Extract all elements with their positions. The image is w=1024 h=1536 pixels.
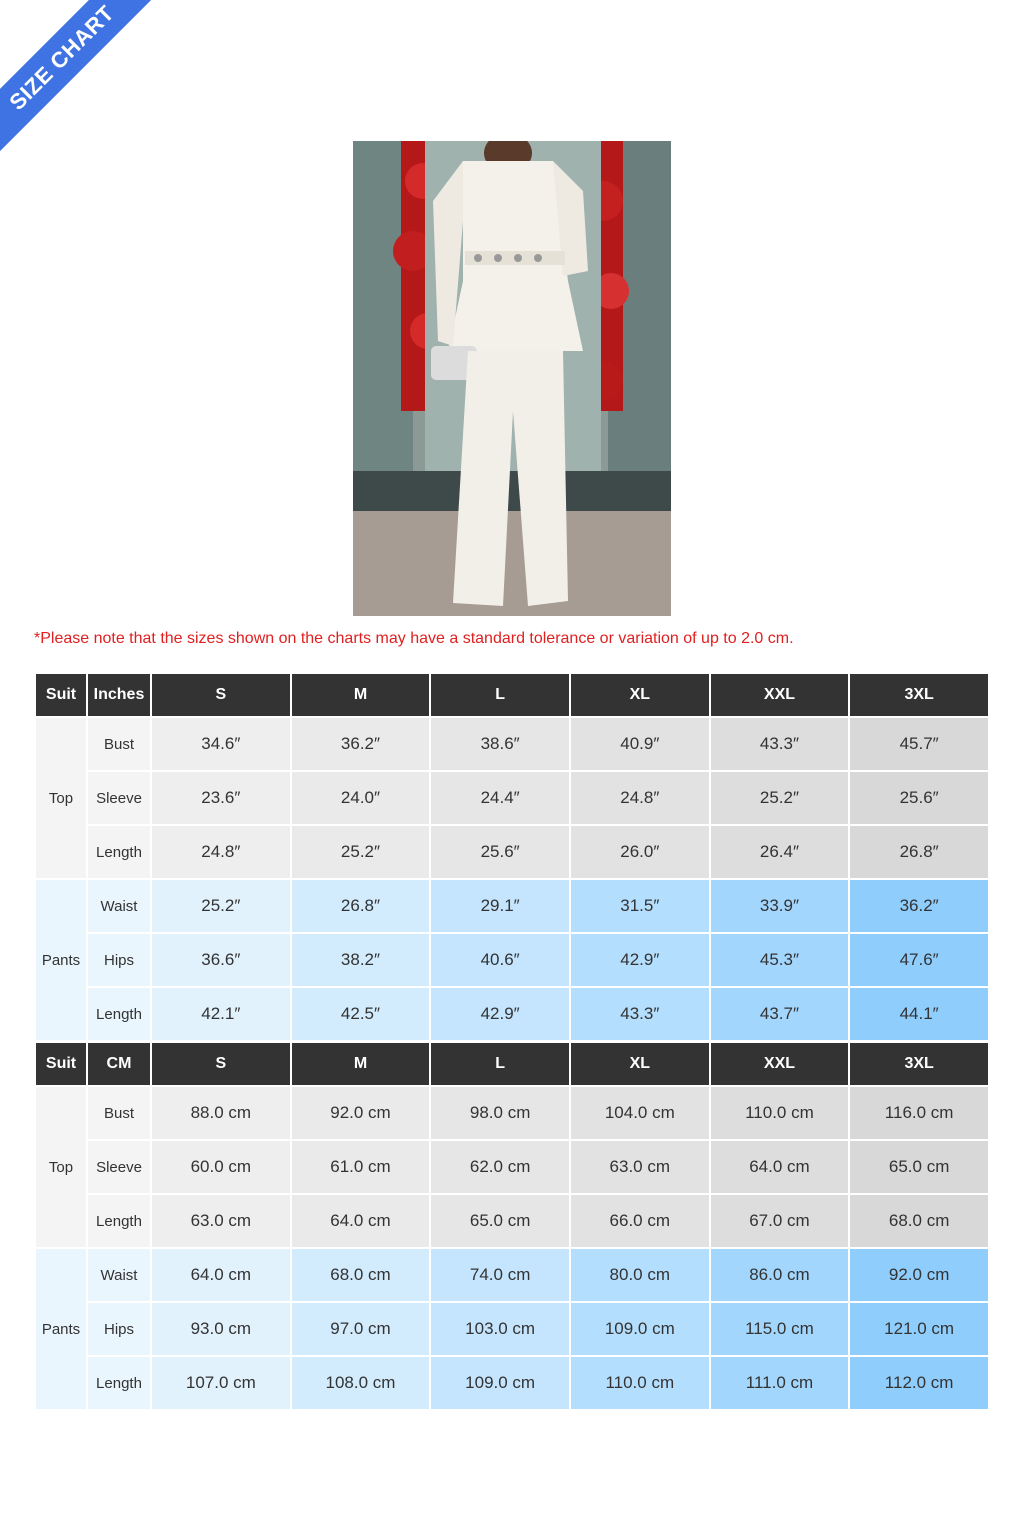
size-value-cell: 43.3″ [571, 988, 709, 1042]
size-value-cell: 36.2″ [292, 718, 430, 772]
section-label: Top [36, 718, 86, 880]
size-value-cell: 26.8″ [292, 880, 430, 934]
size-value-cell: 43.7″ [711, 988, 849, 1042]
size-value-cell: 66.0 cm [571, 1195, 709, 1249]
header-cell: 3XL [850, 1043, 988, 1087]
size-value-cell: 42.9″ [431, 988, 569, 1042]
measurement-label: Length [88, 826, 150, 880]
size-value-cell: 24.8″ [571, 772, 709, 826]
size-value-cell: 25.2″ [711, 772, 849, 826]
section-label: Pants [36, 880, 86, 1042]
size-value-cell: 121.0 cm [850, 1303, 988, 1357]
size-value-cell: 42.1″ [152, 988, 290, 1042]
size-value-cell: 25.2″ [292, 826, 430, 880]
size-value-cell: 68.0 cm [850, 1195, 988, 1249]
size-value-cell: 111.0 cm [711, 1357, 849, 1411]
size-value-cell: 26.4″ [711, 826, 849, 880]
measurement-label: Length [88, 1195, 150, 1249]
size-value-cell: 92.0 cm [292, 1087, 430, 1141]
table-header-row [36, 1043, 988, 1087]
table-row [36, 1195, 988, 1249]
size-value-cell: 86.0 cm [711, 1249, 849, 1303]
size-value-cell: 60.0 cm [152, 1141, 290, 1195]
size-chart-badge-label: SIZE CHART [0, 0, 155, 151]
size-value-cell: 47.6″ [850, 934, 988, 988]
measurement-label: Length [88, 1357, 150, 1411]
size-chart-badge [0, 0, 160, 160]
size-value-cell: 103.0 cm [431, 1303, 569, 1357]
size-table-inches [34, 674, 990, 1042]
size-value-cell: 23.6″ [152, 772, 290, 826]
measurement-label: Waist [88, 880, 150, 934]
size-value-cell: 38.6″ [431, 718, 569, 772]
size-value-cell: 63.0 cm [571, 1141, 709, 1195]
size-value-cell: 108.0 cm [292, 1357, 430, 1411]
header-cell: M [292, 1043, 430, 1087]
size-value-cell: 62.0 cm [431, 1141, 569, 1195]
table-row [36, 880, 988, 934]
size-value-cell: 33.9″ [711, 880, 849, 934]
size-value-cell: 61.0 cm [292, 1141, 430, 1195]
size-value-cell: 36.6″ [152, 934, 290, 988]
table-row [36, 772, 988, 826]
size-value-cell: 65.0 cm [850, 1141, 988, 1195]
size-value-cell: 44.1″ [850, 988, 988, 1042]
header-cell: Suit [36, 674, 86, 718]
size-value-cell: 34.6″ [152, 718, 290, 772]
table-row [36, 934, 988, 988]
size-value-cell: 45.3″ [711, 934, 849, 988]
size-value-cell: 109.0 cm [431, 1357, 569, 1411]
size-value-cell: 36.2″ [850, 880, 988, 934]
size-value-cell: 24.8″ [152, 826, 290, 880]
size-value-cell: 116.0 cm [850, 1087, 988, 1141]
measurement-label: Sleeve [88, 1141, 150, 1195]
measurement-label: Bust [88, 718, 150, 772]
size-value-cell: 68.0 cm [292, 1249, 430, 1303]
table-header-row [36, 674, 988, 718]
measurement-label: Sleeve [88, 772, 150, 826]
header-cell: Suit [36, 1043, 86, 1087]
size-value-cell: 24.0″ [292, 772, 430, 826]
section-label: Top [36, 1087, 86, 1249]
section-label: Pants [36, 1249, 86, 1411]
header-cell: XL [571, 1043, 709, 1087]
tolerance-note: *Please note that the sizes shown on the charts may have a standard tolerance or variation of up to 2.0 cm. [34, 630, 794, 647]
size-table-cm [34, 1043, 990, 1411]
header-cell: L [431, 674, 569, 718]
header-cell: L [431, 1043, 569, 1087]
table-row [36, 826, 988, 880]
size-value-cell: 25.2″ [152, 880, 290, 934]
size-value-cell: 25.6″ [850, 772, 988, 826]
size-value-cell: 115.0 cm [711, 1303, 849, 1357]
measurement-label: Hips [88, 934, 150, 988]
size-value-cell: 92.0 cm [850, 1249, 988, 1303]
product-photo [353, 141, 671, 616]
header-cell: S [152, 674, 290, 718]
size-value-cell: 80.0 cm [571, 1249, 709, 1303]
size-value-cell: 25.6″ [431, 826, 569, 880]
size-value-cell: 74.0 cm [431, 1249, 569, 1303]
size-value-cell: 67.0 cm [711, 1195, 849, 1249]
measurement-label: Hips [88, 1303, 150, 1357]
size-value-cell: 109.0 cm [571, 1303, 709, 1357]
measurement-label: Length [88, 988, 150, 1042]
size-value-cell: 107.0 cm [152, 1357, 290, 1411]
product-photo-illustration [353, 141, 671, 616]
size-value-cell: 64.0 cm [711, 1141, 849, 1195]
header-cell: Inches [88, 674, 150, 718]
table-row [36, 1303, 988, 1357]
size-value-cell: 64.0 cm [292, 1195, 430, 1249]
size-value-cell: 42.9″ [571, 934, 709, 988]
measurement-label: Waist [88, 1249, 150, 1303]
table-row [36, 1249, 988, 1303]
size-value-cell: 38.2″ [292, 934, 430, 988]
size-value-cell: 93.0 cm [152, 1303, 290, 1357]
size-value-cell: 110.0 cm [571, 1357, 709, 1411]
size-value-cell: 104.0 cm [571, 1087, 709, 1141]
header-cell: 3XL [850, 674, 988, 718]
size-value-cell: 26.0″ [571, 826, 709, 880]
table-row [36, 718, 988, 772]
measurement-label: Bust [88, 1087, 150, 1141]
size-value-cell: 24.4″ [431, 772, 569, 826]
size-value-cell: 40.9″ [571, 718, 709, 772]
size-value-cell: 64.0 cm [152, 1249, 290, 1303]
size-value-cell: 42.5″ [292, 988, 430, 1042]
table-row [36, 1357, 988, 1411]
size-value-cell: 63.0 cm [152, 1195, 290, 1249]
header-cell: CM [88, 1043, 150, 1087]
size-value-cell: 43.3″ [711, 718, 849, 772]
size-value-cell: 29.1″ [431, 880, 569, 934]
size-value-cell: 40.6″ [431, 934, 569, 988]
table-row [36, 988, 988, 1042]
header-cell: XXL [711, 1043, 849, 1087]
table-row [36, 1087, 988, 1141]
size-value-cell: 88.0 cm [152, 1087, 290, 1141]
size-value-cell: 31.5″ [571, 880, 709, 934]
size-value-cell: 65.0 cm [431, 1195, 569, 1249]
size-value-cell: 98.0 cm [431, 1087, 569, 1141]
header-cell: M [292, 674, 430, 718]
size-value-cell: 26.8″ [850, 826, 988, 880]
size-value-cell: 110.0 cm [711, 1087, 849, 1141]
header-cell: XL [571, 674, 709, 718]
table-row [36, 1141, 988, 1195]
size-value-cell: 97.0 cm [292, 1303, 430, 1357]
size-value-cell: 45.7″ [850, 718, 988, 772]
header-cell: S [152, 1043, 290, 1087]
size-value-cell: 112.0 cm [850, 1357, 988, 1411]
header-cell: XXL [711, 674, 849, 718]
